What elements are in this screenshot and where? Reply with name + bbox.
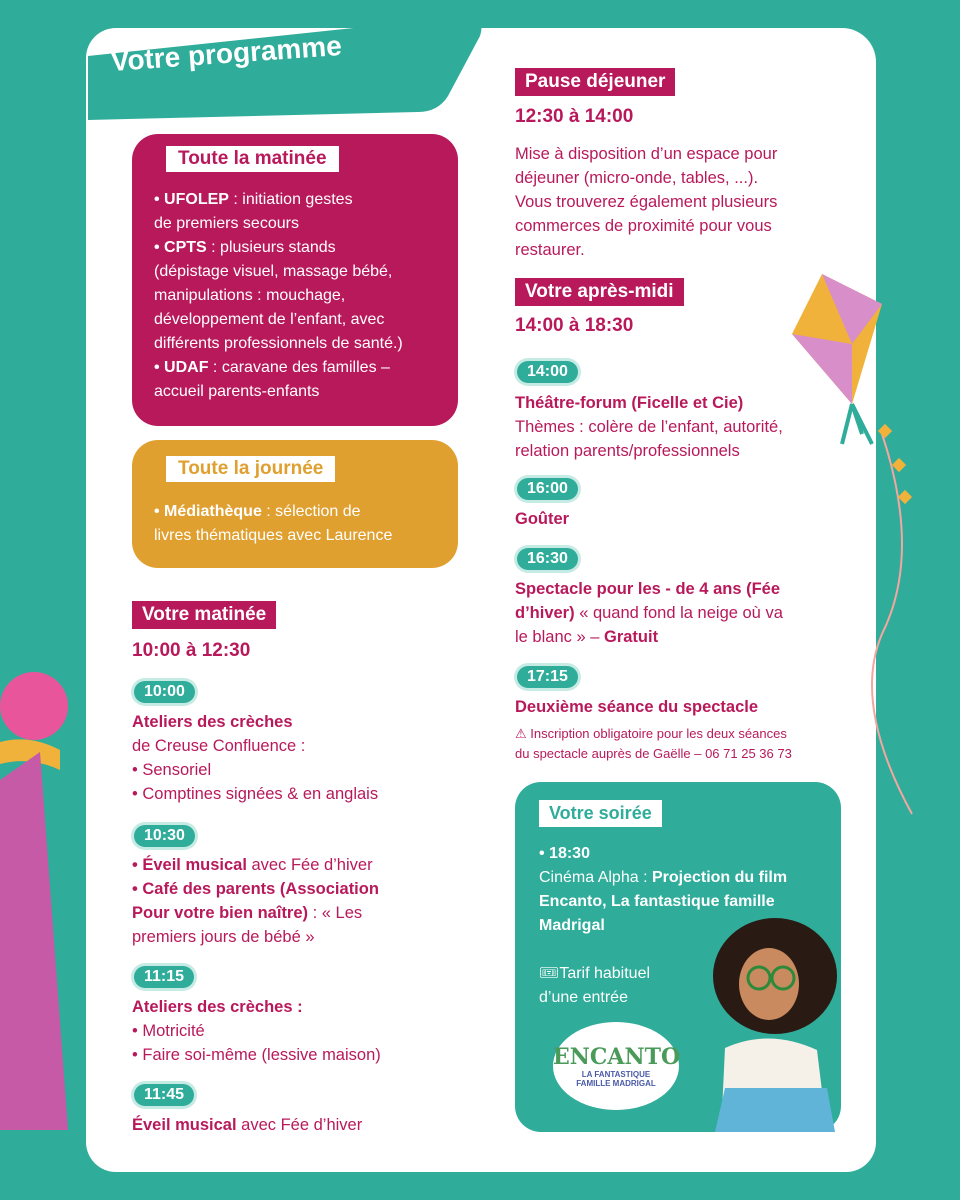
- dejeuner-text: Mise à disposition d’un espace pour déjeuner (micro-onde, tables, ...). Vous trouverez également plusieurs commerces de proximité pour vous restaurer.: [515, 145, 778, 259]
- time-pill: 14:00: [517, 361, 578, 383]
- line: (dépistage visuel, massage bébé,: [154, 263, 393, 280]
- kite-decoration: [782, 254, 960, 824]
- line: livres thématiques avec Laurence: [154, 527, 393, 544]
- dejeuner-range: 12:30 à 14:00: [515, 106, 634, 127]
- slot-text: Ateliers des crèches : • Motricité • Faire soi-même (lessive maison): [132, 998, 381, 1064]
- soiree-label: Votre soirée: [539, 800, 662, 827]
- left-decoration: [0, 670, 90, 1150]
- line: • CPTS : plusieurs stands: [154, 239, 336, 256]
- time-pill: 11:15: [134, 966, 194, 988]
- slot-text: Ateliers des crèches de Creuse Confluence : • Sensoriel • Comptines signées & en anglais: [132, 713, 379, 803]
- apres-midi-header: Votre après-midi: [515, 278, 684, 306]
- line: manipulations : mouchage,: [154, 287, 346, 304]
- journee-box: [132, 440, 458, 568]
- slot-text: Goûter: [515, 510, 570, 528]
- encanto-logo: ENCANTO LA FANTASTIQUE FAMILLE MADRIGAL: [553, 1022, 679, 1110]
- ticket-icon: 🎟: [539, 965, 560, 982]
- slot-text: Éveil musical avec Fée d’hiver: [132, 1116, 363, 1134]
- apres-midi-range: 14:00 à 18:30: [515, 315, 634, 336]
- line: de premiers secours: [154, 215, 299, 232]
- time-pill: 11:45: [134, 1084, 194, 1106]
- warning-icon: ⚠: [515, 726, 527, 741]
- slot-text: Deuxième séance du spectacle: [515, 698, 759, 716]
- character-illustration: [695, 918, 841, 1132]
- line: • Médiathèque : sélection de: [154, 503, 361, 520]
- line: • UDAF : caravane des familles –: [154, 359, 390, 376]
- slot-text: • Éveil musical avec Fée d’hiver • Café des parents (Association Pour votre bien naître) : « Les premiers jours de bébé »: [132, 856, 379, 946]
- matinee-box-label: Toute la matinée: [166, 146, 339, 172]
- time-pill: 10:30: [134, 825, 195, 847]
- time-pill: 17:15: [517, 666, 578, 688]
- line: différents professionnels de santé.): [154, 335, 403, 352]
- line: • UFOLEP : initiation gestes: [154, 191, 353, 208]
- matinee-box-body: [154, 188, 403, 404]
- time-pill: 16:30: [517, 548, 578, 570]
- matinee-box: [132, 134, 458, 426]
- time-pill: 16:00: [517, 478, 578, 500]
- matinee-header: Votre matinée: [132, 601, 276, 629]
- line: développement de l’enfant, avec: [154, 311, 385, 328]
- dejeuner-header: Pause déjeuner: [515, 68, 675, 96]
- journee-box-label: Toute la journée: [166, 456, 335, 482]
- journee-box-body: [154, 500, 392, 548]
- registration-notice: ⚠ Inscription obligatoire pour les deux séances du spectacle auprès de Gaëlle – 06 71 25 36 73: [515, 726, 792, 761]
- soiree-time: • 18:30: [539, 845, 590, 862]
- page-title: Votre programme: [109, 29, 343, 78]
- line: accueil parents-enfants: [154, 383, 320, 400]
- slot-text: Spectacle pour les - de 4 ans (Fée d’hiver) « quand fond la neige où va le blanc » – Gratuit: [515, 580, 783, 646]
- soiree-text: Cinéma Alpha : Projection du film Encanto, La fantastique famille Madrigal: [539, 869, 788, 934]
- soiree-price: 🎟Tarif habituel d’une entrée: [539, 965, 651, 1006]
- matinee-range: 10:00 à 12:30: [132, 640, 251, 661]
- time-pill: 10:00: [134, 681, 195, 703]
- soiree-box: [515, 782, 841, 1132]
- slot-text: Théâtre-forum (Ficelle et Cie) Thèmes : colère de l’enfant, autorité, relation parents/professionnels: [515, 394, 783, 460]
